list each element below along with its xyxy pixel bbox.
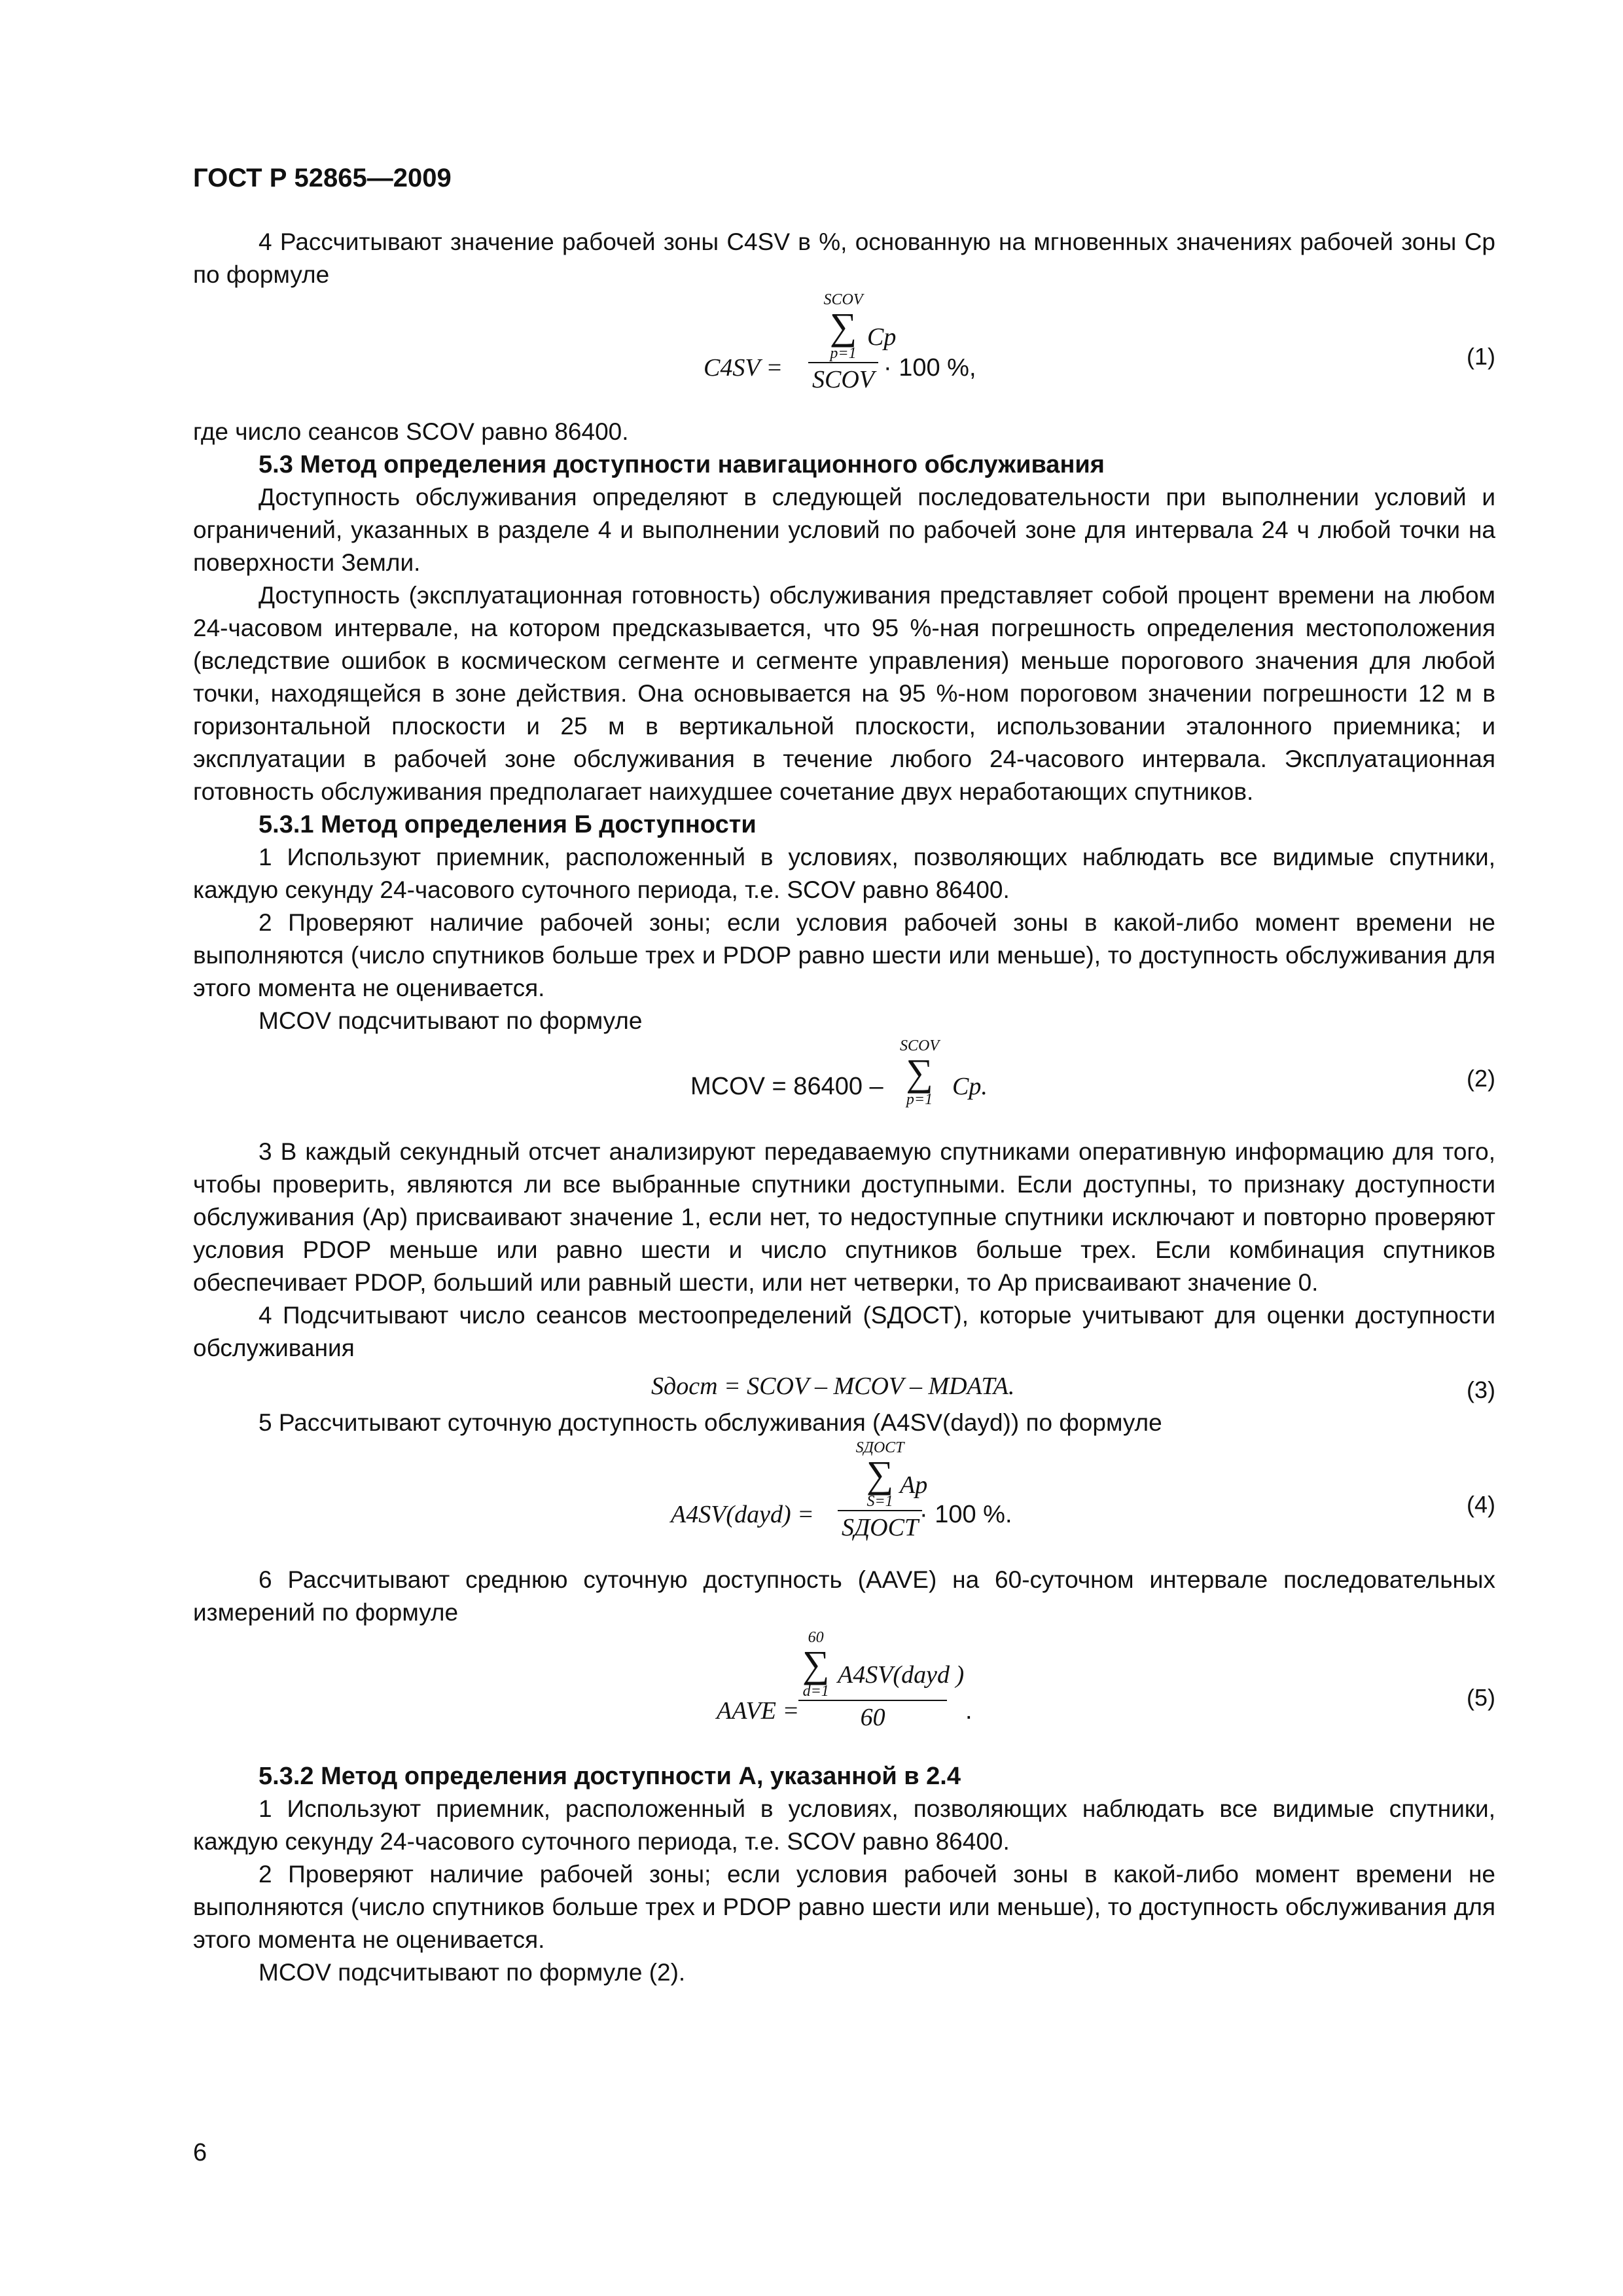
paragraph-5-3-2-step1: 1 Используют приемник, расположенный в условиях, позволяющих наблюдать все видимые спутники, каждую секунду 24-часового суточного периода, т.е. SCOV равно 86400. (193, 1795, 1495, 1855)
heading-5-3: 5.3 Метод определения доступности навигационного обслуживания (259, 451, 1105, 478)
formula-5-lower-limit: d=1 (802, 1683, 829, 1700)
paragraph-5-3-1-step5: 5 Рассчитывают суточную доступность обслуживания (A4SV(dayd)) по формуле (259, 1409, 1162, 1436)
paragraph-mcov-ref: MCOV подсчитывают по формуле (2). (259, 1959, 686, 1986)
formula-5-tail: . (965, 1697, 972, 1725)
document-header: ГОСТ Р 52865—2009 (193, 164, 452, 192)
formula-5-number: (5) (1467, 1684, 1495, 1711)
formula-1-denominator: SCOV (812, 366, 874, 393)
paragraph-coverage-step4: 4 Рассчитывают значение рабочей зоны C4SV в %, основанную на мгновенных значениях рабочей зоны Cp по формуле (193, 228, 1495, 288)
formula-5-sum-term: A4SV(dayd ) (838, 1661, 965, 1689)
sum-symbol: ∑ (866, 1453, 894, 1496)
formula-1-upper-limit: SCOV (823, 291, 863, 308)
paragraph-5-3-1-step2: 2 Проверяют наличие рабочей зоны; если условия рабочей зоны в какой-либо момент времени не выполняются (число спутников больше трех и PDOP равно шести или меньше), то доступность обслуживания для этого момента не оценивается. (193, 909, 1495, 1001)
formula-1-number: (1) (1467, 343, 1495, 370)
paragraph-availability-definition: Доступность (эксплуатационная готовность) обслуживания представляет собой процент времени на любом 24-часовом интервале, на котором предсказывается, что 95 %-ная погрешность определения местоположения (вследствие ошибок в космическом сегменте и сегменте управления) меньше порогового значения для любой точки, находящейся в зоне действия. Она основывается на 95 %-ном пороговом значении погрешности 12 м в горизонтальной плоскости и 25 м в вертикальной плоскости, использовании эталонного приемника; и эксплуатации в рабочей зоне обслуживания в течение любого 24-часового интервала. Эксплуатационная готовность обслуживания предполагает наихудшее сочетание двух неработающих спутников. (193, 582, 1495, 805)
paragraph-5-3-1-step4: 4 Подсчитывают число сеансов местоопределений (SДОСТ), которые учитывают для оценки доступности обслуживания (193, 1302, 1495, 1361)
formula-2-lower-limit: p=1 (906, 1091, 933, 1108)
formula-2-sum-term: Cp. (952, 1073, 988, 1100)
paragraph-5-3-1-step3: 3 В каждый секундный отсчет анализируют передаваемую спутниками оперативную информацию для того, чтобы проверить, являются ли все выбранные спутники доступными. Если доступны, то признаку доступности обслуживания (Ap) присваивают значение 1, если нет, то недоступные спутники исключают и повторно проверяют условия PDOP меньше или равно шести и число спутников больше трех. Если комбинация спутников обеспечивает PDOP, больший или равный шести, или нет четверки, то Ap присваивают значение 0. (193, 1138, 1495, 1296)
formula-4-lower-limit: S=1 (866, 1493, 893, 1510)
formula-2-sum (900, 1037, 939, 1108)
formula-4-lhs: A4SV(dayd) = (671, 1501, 814, 1528)
page-number: 6 (193, 2139, 207, 2166)
formula-5 (193, 1629, 1495, 1760)
paragraph-scov: где число сеансов SCOV равно 86400. (193, 418, 629, 445)
paragraph-5-3-1-step6: 6 Рассчитывают среднюю суточную доступность (AAVE) на 60-суточном интервале последовательных измерений по формуле (193, 1566, 1495, 1626)
paragraph-availability-intro: Доступность обслуживания определяют в следующей последовательности при выполнении условий и ограничений, указанных в разделе 4 и выполнении условий по рабочей зоне для интервала 24 ч любой точки на поверхности Земли. (193, 484, 1495, 576)
formula-1 (193, 291, 1495, 416)
formula-1-lhs: C4SV = (704, 354, 783, 382)
formula-4-sum-term: Ap (900, 1471, 928, 1499)
sum-symbol: ∑ (802, 1643, 830, 1685)
formula-4-denominator: SДОСТ (842, 1514, 919, 1541)
formula-5-lhs: AAVE = (717, 1697, 800, 1725)
formula-4 (193, 1439, 1495, 1564)
formula-4-tail: · 100 %. (919, 1501, 1012, 1528)
formula-3-text: Sдост = SCOV – MCOV – MDATA. (651, 1372, 1015, 1400)
formula-5-denominator: 60 (860, 1704, 885, 1731)
sum-symbol: ∑ (829, 305, 857, 348)
formula-2-lhs: MCOV = 86400 – (690, 1073, 883, 1100)
paragraph-5-3-1-step1: 1 Используют приемник, расположенный в условиях, позволяющих наблюдать все видимые спутники, каждую секунду 24-часового суточного периода, т.е. SCOV равно 86400. (193, 844, 1495, 903)
formula-3-number: (3) (1467, 1376, 1495, 1403)
formula-4-upper-limit: SДОСТ (855, 1439, 904, 1456)
formula-3 (193, 1365, 1495, 1407)
formula-2-upper-limit: SCOV (900, 1037, 939, 1054)
formula-4-number: (4) (1467, 1491, 1495, 1518)
formula-2 (193, 1037, 1495, 1136)
formula-1-sum-term: Cp (867, 323, 897, 351)
heading-5-3-1: 5.3.1 Метод определения Б доступности (259, 811, 757, 838)
sum-symbol: ∑ (906, 1051, 933, 1094)
paragraph-mcov: MCOV подсчитывают по формуле (259, 1007, 643, 1034)
paragraph-5-3-2-step2: 2 Проверяют наличие рабочей зоны; если условия рабочей зоны в какой-либо момент времени не выполняются (число спутников больше трех и PDOP равно шести или меньше), то доступность обслуживания для этого момента не оценивается. (193, 1861, 1495, 1953)
formula-2-number: (2) (1467, 1065, 1495, 1092)
section-body (193, 226, 1495, 1989)
formula-1-lower-limit: p=1 (830, 345, 857, 362)
formula-1-tail: · 100 %, (883, 354, 976, 382)
formula-5-upper-limit: 60 (808, 1629, 824, 1646)
heading-5-3-2: 5.3.2 Метод определения доступности А, указанной в 2.4 (259, 1763, 961, 1790)
